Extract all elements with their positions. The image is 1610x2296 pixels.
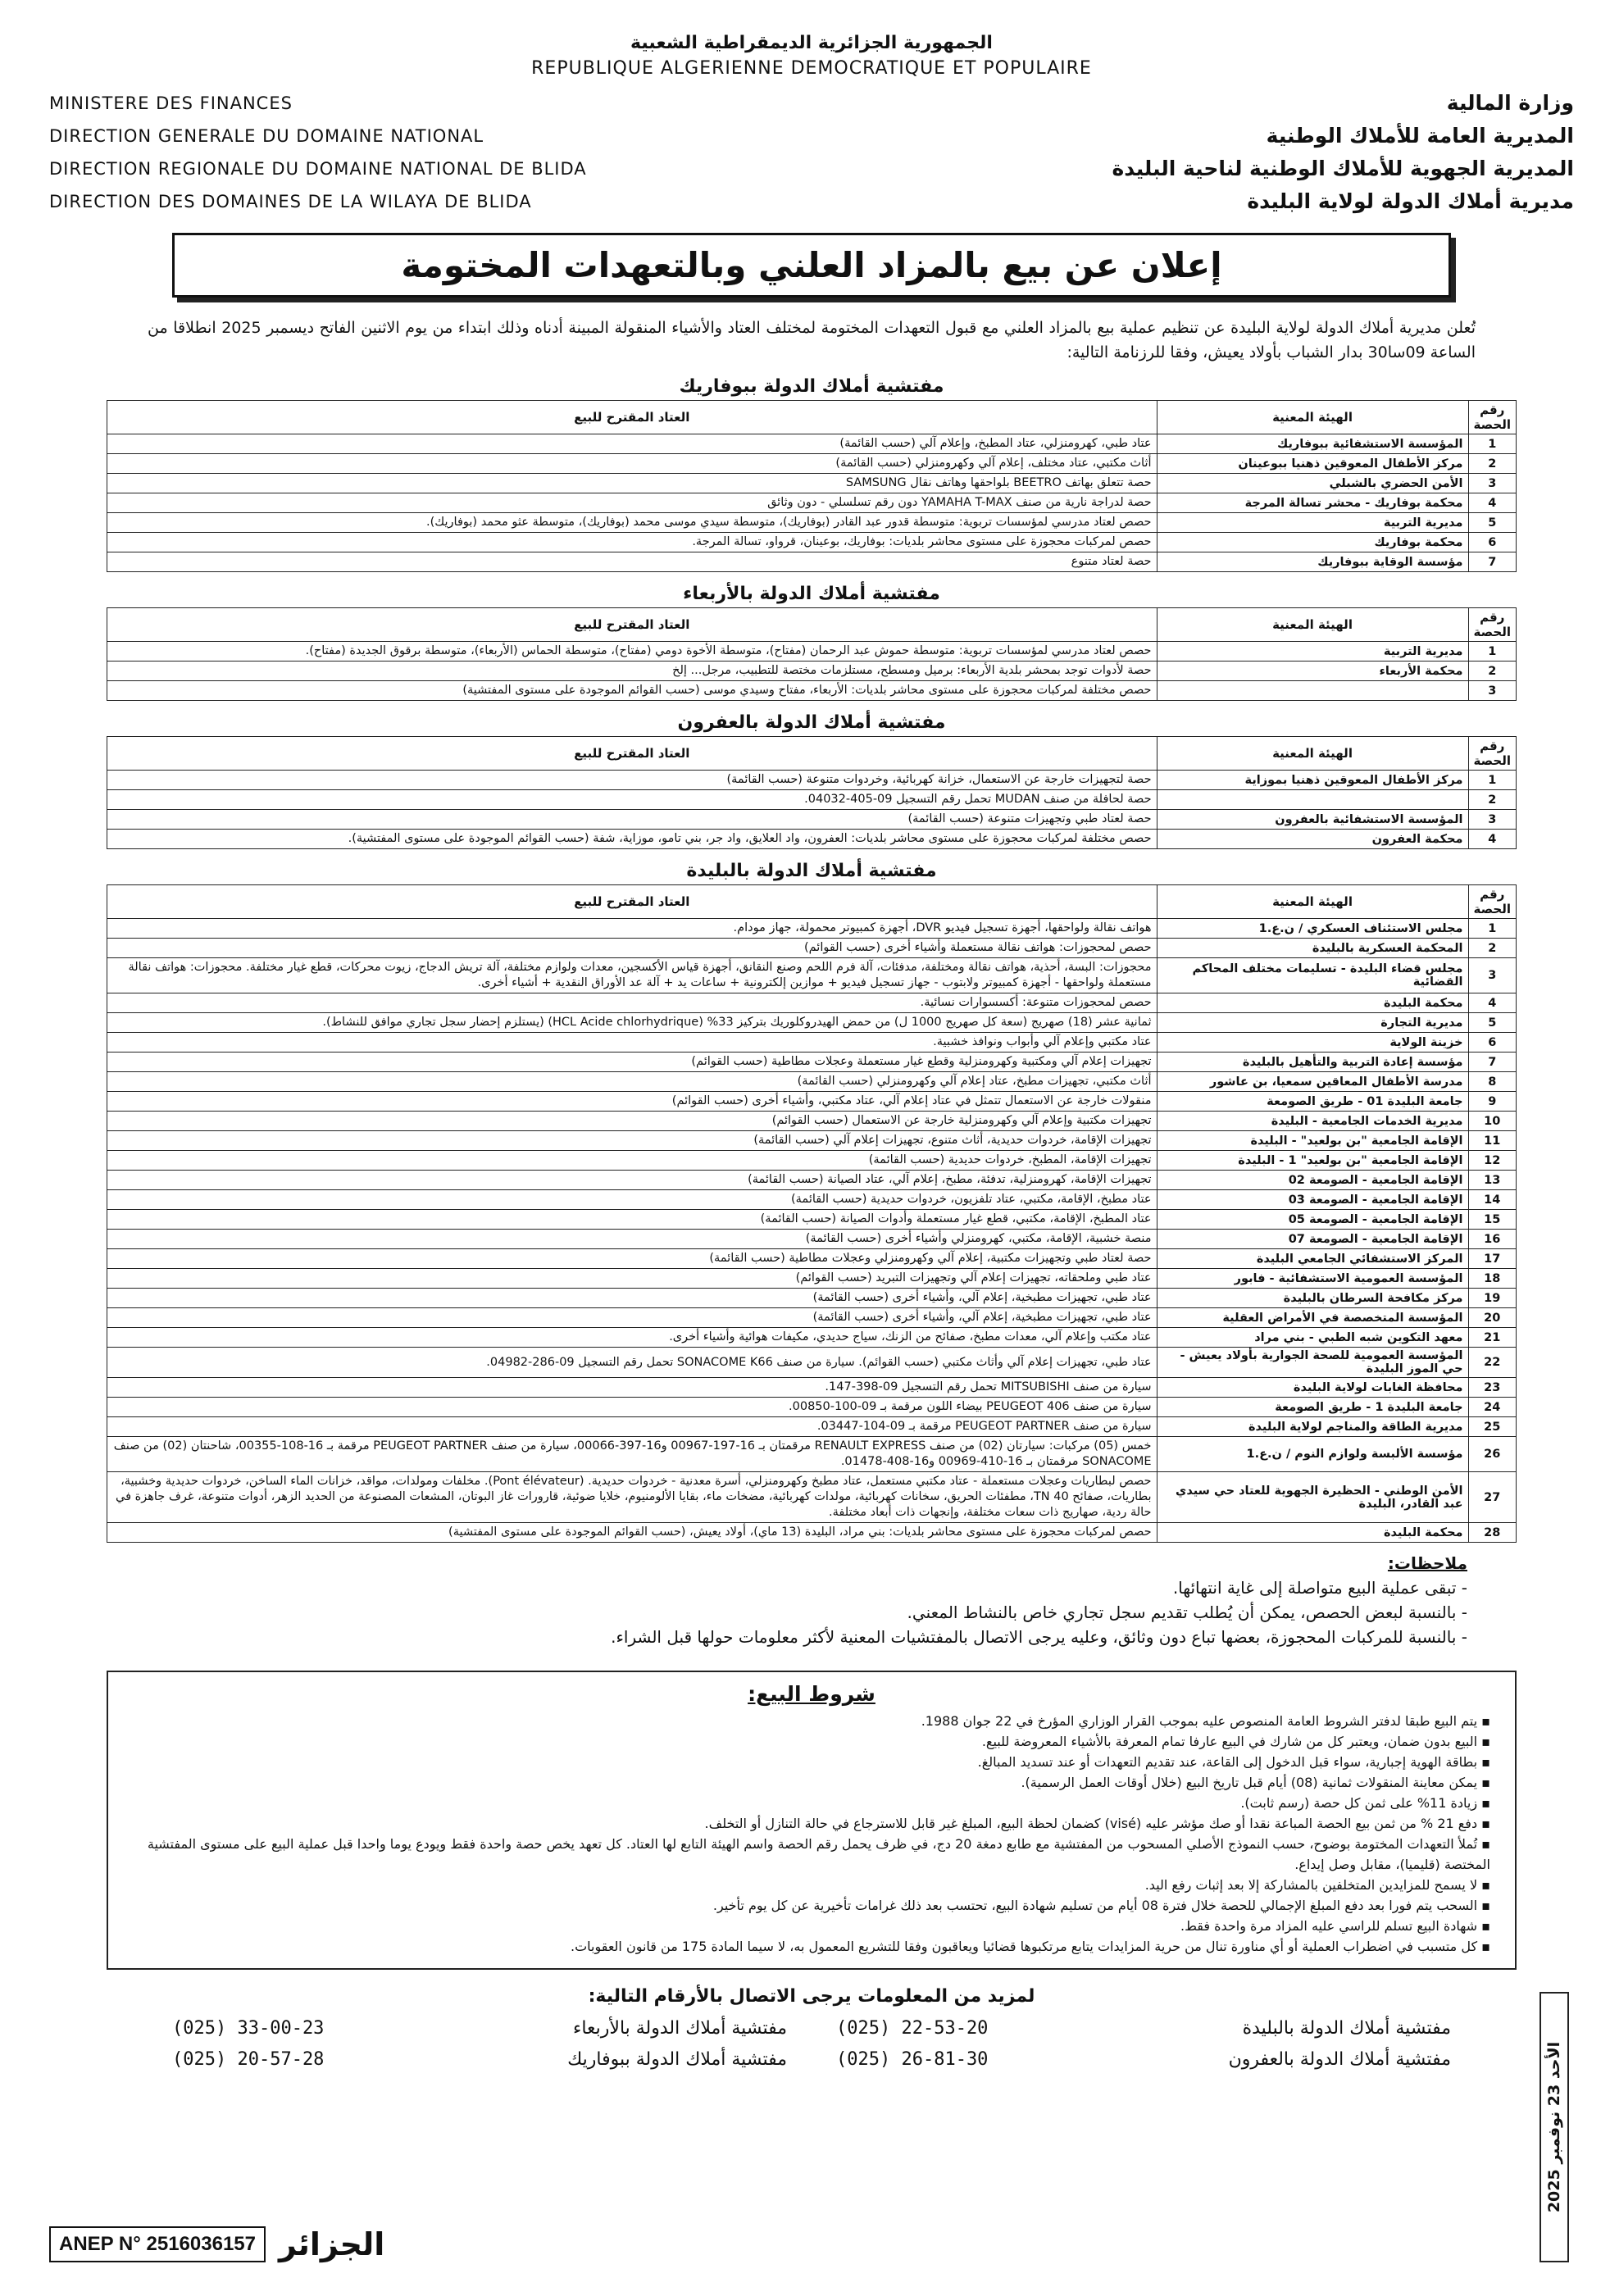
- lot-items: حصة تتعلق بهاتف BEETRO بلواحقها وهاتف نقال SAMSUNG: [107, 474, 1157, 493]
- table-row: [107, 1249, 1517, 1269]
- lot-number: 27: [1468, 1472, 1516, 1523]
- lot-number: 2: [1468, 939, 1516, 958]
- contact-entry: [172, 2013, 787, 2044]
- organization-name: المؤسسة العمومية الاستشفائية - فابور: [1157, 1269, 1468, 1289]
- items-header: العتاد المقترح للبيع: [107, 885, 1157, 919]
- contact-name: مفتشية أملاك الدولة بالبليدة: [1242, 2018, 1451, 2039]
- header-block: [49, 87, 1574, 218]
- header-fr-line: DIRECTION REGIONALE DU DOMAINE NATIONAL DE BLIDA: [49, 159, 587, 179]
- organization-name: المركز الاستشفائي الجامعي البليدة: [1157, 1249, 1468, 1269]
- intro-paragraph: تُعلن مديرية أملاك الدولة لولاية البليدة عن تنظيم عملية بيع بالمزاد العلني مع قبول التعهدات المختومة لمختلف العتاد والأشياء المنقولة المبينة أدناه وذلك ابتداء من يوم الاثنين الفاتح ديسمبر 2025 انطلاقا من الساعة 09سا30 بدار الشباب بأولاد يعيش، وفقا للرزنامة التالية:: [148, 319, 1476, 361]
- header-fr-line: MINISTERE DES FINANCES: [49, 93, 293, 113]
- announcement-page: [49, 33, 1574, 2262]
- table-row: [107, 1171, 1517, 1190]
- organization-name: مؤسسة الوقاية ببوفاريك: [1157, 552, 1468, 572]
- table-row: [107, 958, 1517, 993]
- organization-name: محكمة الأربعاء: [1157, 662, 1468, 681]
- organization-header: الهيئة المعنية: [1157, 737, 1468, 771]
- lot-items: حصص لمركبات محجوزة على مستوى محاشر بلديات: بني مراد، البليدة (13 ماي)، أولاد يعيش، (حسب القوائم الموجودة على مستوى المفتشية): [107, 1523, 1157, 1543]
- organization-name: محافظة الغابات لولاية البليدة: [1157, 1378, 1468, 1398]
- organization-name: مديرية التربية: [1157, 513, 1468, 533]
- table-row: [107, 939, 1517, 958]
- lot-number: 28: [1468, 1523, 1516, 1543]
- table-row: [107, 1398, 1517, 1417]
- condition-item: ▪ لا يسمح للمزايدين المتخلفين بالمشاركة إلا بعد إثبات رفع اليد.: [133, 1875, 1490, 1895]
- lot-items: محجوزات: البسة، أحذية، هواتف نقالة ومختلفة، مدفئات، آلة فرم اللحم وصنع النقانق، أجهزة قياس الأكسجين، معدات ولوازم مختلفة، آلة تريش الدجاج، زيوت محركات، قطع غيار مختلفة. محجوزات: هواتف نقالة مستعملة ولواحقها - أجهزة كمبيوتر ولابتوب - جهاز تسجيل فيديو + موازين إلكترونية + ساعات يد + آلة عد الأوراق النقدية + أشياء أخرى.: [107, 958, 1157, 993]
- section-title: مفتشية أملاك الدولة بالعفرون: [677, 712, 946, 733]
- lot-items: حصص لمحجوزات: هواتف نقالة مستعملة وأشياء أخرى (حسب القوائم): [107, 939, 1157, 958]
- lot-number: 23: [1468, 1378, 1516, 1398]
- organization-name: المؤسسة العمومية للصحة الجوارية بأولاد يعيش - حي الموز البليدة: [1157, 1348, 1468, 1378]
- lot-number: 6: [1468, 533, 1516, 552]
- lot-items: منصة خشبية، الإقامة، مكتبي، كهرومنزلي وأشياء أخرى (حسب القائمة): [107, 1230, 1157, 1249]
- table-row: [107, 830, 1517, 849]
- table-row: [107, 1328, 1517, 1348]
- organization-name: الإقامة الجامعية "بن بولعيد" 1 - البليدة: [1157, 1151, 1468, 1171]
- contacts-title: لمزيد من المعلومات يرجى الاتصال بالأرقام التالية:: [588, 1986, 1035, 2007]
- lot-number: 7: [1468, 1053, 1516, 1072]
- table-row: [107, 1112, 1517, 1131]
- organization-name: الإقامة الجامعية - الصومعة 05: [1157, 1210, 1468, 1230]
- lot-items: عتاد طبي، تجهيزات مطبخية، إعلام آلي، وأشياء أخرى (حسب القائمة): [107, 1289, 1157, 1308]
- condition-item: ▪ يمكن معاينة المنقولات ثمانية (08) أيام قبل تاريخ البيع (خلال أوقات العمل الرسمية).: [133, 1772, 1490, 1793]
- lot-items: منقولات خارجة عن الاستعمال تتمثل في عتاد إعلام آلي، عتاد مكتبي، وأشياء أخرى (حسب القوائم): [107, 1092, 1157, 1112]
- lot-items: حصة لعتاد طبي وتجهيزات مكتبية، إعلام آلي وكهرومنزلي وعجلات مطاطية (حسب القائمة): [107, 1249, 1157, 1269]
- organization-name: مركز الأطفال المعوقين ذهنيا ببوعينان: [1157, 454, 1468, 474]
- condition-item: ▪ البيع بدون ضمان، ويعتبر كل من شارك في البيع عارفا تمام المعرفة بالأشياء المعروضة للبيع.: [133, 1731, 1490, 1752]
- table-row: [107, 662, 1517, 681]
- lot-number: 8: [1468, 1072, 1516, 1092]
- table-row: [107, 1348, 1517, 1378]
- organization-name: [1157, 681, 1468, 701]
- lot-items: حصة لعتاد طبي وتجهيزات متنوعة (حسب القائمة): [107, 810, 1157, 830]
- lots-table: [107, 607, 1517, 701]
- lot-number: 5: [1468, 513, 1516, 533]
- table-row: [107, 1013, 1517, 1033]
- organization-name: مركز الأطفال المعوقين ذهنيا بموزاية: [1157, 771, 1468, 790]
- condition-item: ▪ كل متسبب في اضطراب العملية أو أي مناورة تنال من حرية المزايدات يتابع مرتكبوها قضائيا ويعاقبون وفقا للتشريع المعمول به، لا سيما المادة 175 من قانون العقوبات.: [133, 1936, 1490, 1957]
- condition-item: ▪ السحب يتم فورا بعد دفع المبلغ الإجمالي للحصة خلال فترة 08 أيام من تسليم شهادة البيع، تحتسب بعد ذلك غرامات تأخيرية عن كل يوم تأخير.: [133, 1895, 1490, 1916]
- lot-items: حصص لمحجوزات متنوعة: أكسسوارات نسائية.: [107, 993, 1157, 1013]
- table-row: [107, 1289, 1517, 1308]
- lot-number: 16: [1468, 1230, 1516, 1249]
- table-row: [107, 1033, 1517, 1053]
- table-row: [107, 1230, 1517, 1249]
- table-row: [107, 493, 1517, 513]
- lot-number: 19: [1468, 1289, 1516, 1308]
- lot-items: تجهيزات مكتبية وإعلام آلي وكهرومنزلية خارجة عن الاستعمال (حسب القوائم): [107, 1112, 1157, 1131]
- lot-items: حصة لعتاد متنوع: [107, 552, 1157, 572]
- lot-number: 6: [1468, 1033, 1516, 1053]
- lot-number: 4: [1468, 830, 1516, 849]
- table-row: [107, 681, 1517, 701]
- table-row: [107, 919, 1517, 939]
- lot-items: تجهيزات الإقامة، المطبخ، خردوات حديدية (حسب القائمة): [107, 1151, 1157, 1171]
- organization-name: محكمة البليدة: [1157, 1523, 1468, 1543]
- table-row: [107, 434, 1517, 454]
- condition-item: ▪ بطاقة الهوية إجبارية، سواء قبل الدخول إلى القاعة، عند تقديم التعهدات أو عند تسديد المبالغ.: [133, 1752, 1490, 1772]
- lots-table: [107, 736, 1517, 849]
- lot-number: 15: [1468, 1210, 1516, 1230]
- lot-number: 13: [1468, 1171, 1516, 1190]
- lot-number: 4: [1468, 993, 1516, 1013]
- organization-name: خزينة الولاية: [1157, 1033, 1468, 1053]
- organization-name: الإقامة الجامعية - الصومعة 03: [1157, 1190, 1468, 1210]
- lot-items: عتاد مكتبي وإعلام آلي وأبواب ونوافذ خشبية.: [107, 1033, 1157, 1053]
- contact-name: مفتشية أملاك الدولة ببوفاريك: [567, 2049, 787, 2070]
- table-row: [107, 474, 1517, 493]
- lot-items: حصص لعتاد مدرسي لمؤسسات تربوية: متوسطة حموش عبد الرحمان (مفتاح)، متوسطة الأخوة دومي (مفتاح)، متوسطة الحماس (الأربعاء)، متوسطة برقوق الجديدة (مفتاح).: [107, 642, 1157, 662]
- organization-name: المؤسسة الاستشفائية بالعفرون: [1157, 810, 1468, 830]
- table-row: [107, 552, 1517, 572]
- items-header: العتاد المقترح للبيع: [107, 401, 1157, 434]
- lot-number: 24: [1468, 1398, 1516, 1417]
- organization-name: مجلس قضاء البليدة - تسليمات مختلف المحاكم القضائية: [1157, 958, 1468, 993]
- table-row: [107, 1523, 1517, 1543]
- organization-name: مجلس الاستئناف العسكري / ن.ع.1: [1157, 919, 1468, 939]
- organization-name: مديرية الخدمات الجامعية - البليدة: [1157, 1112, 1468, 1131]
- table-row: [107, 1092, 1517, 1112]
- lot-items: حصص مختلفة لمركبات محجوزة على مستوى محاشر بلديات: الأربعاء، مفتاح وسيدي موسى (حسب القوائم الموجودة على مستوى المفتشية): [107, 681, 1157, 701]
- organization-name: [1157, 790, 1468, 810]
- lot-number: 21: [1468, 1328, 1516, 1348]
- items-header: العتاد المقترح للبيع: [107, 737, 1157, 771]
- table-row: [107, 533, 1517, 552]
- lot-items: حصة لحافلة من صنف MUDAN تحمل رقم التسجيل 09-405-04032.: [107, 790, 1157, 810]
- lot-number-header: رقم الحصة: [1468, 737, 1516, 771]
- lot-number-header: رقم الحصة: [1468, 608, 1516, 642]
- table-row: [107, 1053, 1517, 1072]
- organization-name: الأمن الوطني - الحظيرة الجهوية للعتاد حي سيدي عبد القادر، البليدة: [1157, 1472, 1468, 1523]
- organization-name: معهد التكوين شبه الطبي - بني مراد: [1157, 1328, 1468, 1348]
- section-title: مفتشية أملاك الدولة بالأربعاء: [683, 584, 940, 604]
- organization-name: الأمن الحضري بالشبلي: [1157, 474, 1468, 493]
- contact-entry: [836, 2044, 1451, 2075]
- arabic-republic-heading: الجمهورية الجزائرية الديمقراطية الشعبية: [630, 33, 993, 53]
- organization-header: الهيئة المعنية: [1157, 885, 1468, 919]
- table-row: [107, 810, 1517, 830]
- organization-name: الإقامة الجامعية - الصومعة 02: [1157, 1171, 1468, 1190]
- condition-item: ▪ يتم البيع طبقا لدفتر الشروط العامة المنصوص عليه بموجب القرار الوزاري المؤرخ في 22 جوان 1988.: [133, 1711, 1490, 1731]
- contacts-grid: [49, 2007, 1574, 2075]
- items-header: العتاد المقترح للبيع: [107, 608, 1157, 642]
- lot-number: 3: [1468, 810, 1516, 830]
- lot-number: 5: [1468, 1013, 1516, 1033]
- lot-items: حصة لأدوات توجد بمحشر بلدية الأربعاء: برميل ومسطح، مستلزمات مختصة للتطبيب، مرجل... إلخ: [107, 662, 1157, 681]
- organization-name: الإقامة الجامعية "بن بولعيد" - البليدة: [1157, 1131, 1468, 1151]
- lots-table: [107, 884, 1517, 1543]
- contact-name: مفتشية أملاك الدولة بالعفرون: [1228, 2049, 1451, 2070]
- lot-items: عتاد مطبخ، الإقامة، مكتبي، عتاد تلفزيون، خردوات حديدية (حسب القائمة): [107, 1190, 1157, 1210]
- header-ar-line: وزارة المالية: [1446, 91, 1574, 115]
- organization-name: جامعة البليدة 01 - طريق الصومعة: [1157, 1092, 1468, 1112]
- announcement-title: إعلان عن بيع بالمزاد العلني وبالتعهدات المختومة: [172, 233, 1451, 298]
- contact-name: مفتشية أملاك الدولة بالأربعاء: [572, 2018, 787, 2039]
- table-row: [107, 1072, 1517, 1092]
- organization-name: جامعة البليدة 1 - طريق الصومعة: [1157, 1398, 1468, 1417]
- lot-items: خمس (05) مركبات: سيارتان (02) من صنف RENAULT EXPRESS مرقمتان بـ 16-197-00967 و16-397-00066، سيارة من صنف PEUGEOT PARTNER مرقمة بـ 16-108-00355، شاحنتان (02) من صنف SONACOME مرقمتان بـ 16-410-00969 و16-408-01478.: [107, 1437, 1157, 1472]
- organization-name: مديرية الطاقة والمناجم لولاية البليدة: [1157, 1417, 1468, 1437]
- lot-items: حصص لمركبات محجوزة على مستوى محاشر بلديات: بوفاريك، بوعينان، قرواو، تسالة المرجة.: [107, 533, 1157, 552]
- table-row: [107, 1131, 1517, 1151]
- note-item: - بالنسبة لبعض الحصص، يمكن أن يُطلب تقديم سجل تجاري خاص بالنشاط المعني.: [907, 1603, 1467, 1622]
- lot-number: 1: [1468, 919, 1516, 939]
- lot-items: سيارة من صنف MITSUBISHI تحمل رقم التسجيل 09-398-147.: [107, 1378, 1157, 1398]
- lots-table: [107, 400, 1517, 572]
- note-item: - بالنسبة للمركبات المحجوزة، بعضها تباع دون وثائق، وعليه يرجى الاتصال بالمفتشيات المعنية لأكثر معلومات حولها قبل الشراء.: [611, 1627, 1467, 1647]
- lot-items: تجهيزات الإقامة، خردوات حديدية، أثاث متنوع، تجهيزات إعلام آلي (حسب القائمة): [107, 1131, 1157, 1151]
- header-ar-line: المديرية الجهوية للأملاك الوطنية لناحية البليدة: [1112, 157, 1574, 180]
- sale-conditions-box: [107, 1671, 1517, 1970]
- organization-name: مدرسة الأطفال المعاقين سمعيا، بن عاشور: [1157, 1072, 1468, 1092]
- organization-name: الإقامة الجامعية - الصومعة 07: [1157, 1230, 1468, 1249]
- organization-name: محكمة البليدة: [1157, 993, 1468, 1013]
- note-item: - تبقى عملية البيع متواصلة إلى غاية انتهائها.: [1172, 1578, 1467, 1598]
- lot-items: تجهيزات الإقامة، كهرومنزلية، تدفئة، مطبخ، إعلام آلي، عتاد الصيانة (حسب القائمة): [107, 1171, 1157, 1190]
- condition-item: ▪ شهادة البيع تسلم للراسي عليه المزاد مرة واحدة فقط.: [133, 1916, 1490, 1936]
- lot-items: عتاد طبي، تجهيزات إعلام آلي وأثاث مكتبي (حسب القوائم). سيارة من صنف SONACOME K66 تحمل رقم التسجيل 09-286-04982.: [107, 1348, 1157, 1378]
- condition-item: ▪ زيادة 11% على ثمن كل حصة (رسم ثابت).: [133, 1793, 1490, 1813]
- lot-items: عتاد المطبخ، الإقامة، مكتبي، قطع غيار مستعملة وأدوات الصيانة (حسب القائمة): [107, 1210, 1157, 1230]
- organization-name: المؤسسة المتخصصة في الأمراض العقلية: [1157, 1308, 1468, 1328]
- arabic-header-lines: [1112, 87, 1575, 218]
- lot-items: تجهيزات إعلام آلي ومكتبية وكهرومنزلية وقطع غيار مستعملة وعجلات مطاطية (حسب القوائم): [107, 1053, 1157, 1072]
- lot-number: 1: [1468, 434, 1516, 454]
- organization-name: مديرية التربية: [1157, 642, 1468, 662]
- french-republic-heading: REPUBLIQUE ALGERIENNE DEMOCRATIQUE ET POPULAIRE: [531, 58, 1092, 79]
- lot-number: 3: [1468, 958, 1516, 993]
- table-row: [107, 1308, 1517, 1328]
- lot-items: حصص لعتاد مدرسي لمؤسسات تربوية: متوسطة قدور عبد القادر (بوفاريك)، متوسطة سيدي موسى محمد (بوفاريك)، متوسطة عثو محمد (بوفاريك).: [107, 513, 1157, 533]
- lot-number: 17: [1468, 1249, 1516, 1269]
- contact-phone: (025) 26-81-30: [836, 2049, 989, 2070]
- lot-number: 2: [1468, 454, 1516, 474]
- lot-number-header: رقم الحصة: [1468, 885, 1516, 919]
- lot-items: حصة لدراجة نارية من صنف YAMAHA T-MAX دون رقم تسلسلي - دون وثائق: [107, 493, 1157, 513]
- condition-item: ▪ دفع 21 % من ثمن بيع الحصة المباعة نقدا أو صك مؤشر عليه (visé) كضمان لحظة البيع، المبلغ غير قابل للاسترجاع في حالة التنازل أو التخلف.: [133, 1813, 1490, 1834]
- lot-items: عتاد مكتب وإعلام آلي، معدات مطبخ، صفائح من الزنك، سياج حديدي، مكيفات هوائية وأشياء أخرى.: [107, 1328, 1157, 1348]
- lot-number: 3: [1468, 681, 1516, 701]
- lot-items: سيارة من صنف PEUGEOT 406 بيضاء اللون مرقمة بـ 09-100-00850.: [107, 1398, 1157, 1417]
- sale-conditions-title: شروط البيع:: [748, 1682, 875, 1706]
- table-row: [107, 993, 1517, 1013]
- lot-items: عتاد طبي وملحقاته، تجهيزات إعلام آلي وتجهيزات التبريد (حسب القوائم): [107, 1269, 1157, 1289]
- table-row: [107, 642, 1517, 662]
- lot-items: سيارة من صنف PEUGEOT PARTNER مرقمة بـ 09-104-03447.: [107, 1417, 1157, 1437]
- organization-name: مديرية التجارة: [1157, 1013, 1468, 1033]
- header-fr-line: DIRECTION DES DOMAINES DE LA WILAYA DE BLIDA: [49, 192, 532, 211]
- lot-number: 14: [1468, 1190, 1516, 1210]
- lot-number: 7: [1468, 552, 1516, 572]
- notes-block: [49, 1551, 1574, 1649]
- table-row: [107, 1472, 1517, 1523]
- contact-phone: (025) 20-57-28: [172, 2049, 325, 2070]
- lot-items: أثاث مكتبي، تجهيزات مطبخ، عتاد إعلام آلي وكهرومنزلي (حسب القائمة): [107, 1072, 1157, 1092]
- newspaper-logo: الجزائر: [279, 2226, 385, 2262]
- organization-header: الهيئة المعنية: [1157, 608, 1468, 642]
- lot-items: أثاث مكتبي، عتاد مختلف، إعلام آلي وكهرومنزلي (حسب القائمة): [107, 454, 1157, 474]
- lot-number: 2: [1468, 662, 1516, 681]
- lot-number: 9: [1468, 1092, 1516, 1112]
- table-row: [107, 1417, 1517, 1437]
- organization-name: محكمة بوفاريك - محشر تسالة المرجة: [1157, 493, 1468, 513]
- lot-items: حصة لتجهيزات خارجة عن الاستعمال، خزانة كهربائية، وخردوات متنوعة (حسب القائمة): [107, 771, 1157, 790]
- lot-items: حصص مختلفة لمركبات محجوزة على مستوى محاشر بلديات: العفرون، واد العلايق، واد جر، بني تامو، موزاية، شفة (حسب القوائم الموجودة على مستوى المفتشية).: [107, 830, 1157, 849]
- lot-items: عتاد طبي، كهرومنزلي، عتاد المطبخ، وإعلام آلي (حسب القائمة): [107, 434, 1157, 454]
- notes-title: ملاحظات:: [1387, 1553, 1467, 1573]
- organization-name: محكمة بوفاريك: [1157, 533, 1468, 552]
- lot-number: 20: [1468, 1308, 1516, 1328]
- lot-number: 1: [1468, 642, 1516, 662]
- contact-phone: (025) 33-00-23: [172, 2018, 325, 2039]
- header-fr-line: DIRECTION GENERALE DU DOMAINE NATIONAL: [49, 126, 484, 146]
- organization-name: مركز مكافحة السرطان بالبليدة: [1157, 1289, 1468, 1308]
- header-ar-line: مديرية أملاك الدولة لولاية البليدة: [1247, 189, 1574, 213]
- lot-number: 12: [1468, 1151, 1516, 1171]
- lot-items: هواتف نقالة ولواحقها، أجهزة تسجيل فيديو DVR، أجهزة كمبيوتر محمولة، جهاز مودام.: [107, 919, 1157, 939]
- lot-items: عتاد طبي، تجهيزات مطبخية، إعلام آلي، وأشياء أخرى (حسب القائمة): [107, 1308, 1157, 1328]
- contact-entry: [836, 2013, 1451, 2044]
- lot-number: 2: [1468, 790, 1516, 810]
- contact-entry: [172, 2044, 787, 2075]
- anep-reference: ANEP N° 2516036157: [49, 2226, 266, 2262]
- publication-date-strip: [1540, 1992, 1569, 2262]
- lot-number: 3: [1468, 474, 1516, 493]
- lot-number: 1: [1468, 771, 1516, 790]
- lot-items: حصص لبطاريات وعجلات مستعملة - عتاد مكتبي مستعمل، عتاد مطبخ وكهرومنزلي، أسرة معدنية - خردوات حديدية. (Pont élévateur). مخلفات ومولدات، مواقد، خزانات الماء الساخن، خردوات حديدية وخشبية، بطاريات، صفائح TN 40، مطفئات الحريق، سخانات كهربائية، مولدات كهربائية، مضخات ماء، بقايا الألومنيوم، خلايا ضوئية، قارورات غاز البوتان، المشعات المصنوعة من الحديد الزهر، أدوات متنوعة، غرف جاهزة في حالة ردية، صهاريج ذات سعات مختلفة، وإنجهات ذات أبعاد مختلفة.: [107, 1472, 1157, 1523]
- lots-sections: [49, 376, 1574, 1543]
- lot-number-header: رقم الحصة: [1468, 401, 1516, 434]
- table-row: [107, 771, 1517, 790]
- organization-header: الهيئة المعنية: [1157, 401, 1468, 434]
- table-row: [107, 454, 1517, 474]
- lot-number: 10: [1468, 1112, 1516, 1131]
- table-row: [107, 1437, 1517, 1472]
- organization-name: المحكمة العسكرية بالبليدة: [1157, 939, 1468, 958]
- table-row: [107, 1210, 1517, 1230]
- publication-date: الأحد 23 نوفمبر 2025: [1545, 2041, 1564, 2213]
- lot-number: 25: [1468, 1417, 1516, 1437]
- table-row: [107, 790, 1517, 810]
- table-row: [107, 1269, 1517, 1289]
- organization-name: مؤسسة الألبسة ولوازم النوم / ن.ع.1: [1157, 1437, 1468, 1472]
- lot-number: 11: [1468, 1131, 1516, 1151]
- lot-number: 18: [1468, 1269, 1516, 1289]
- organization-name: المؤسسة الاستشفائية ببوفاريك: [1157, 434, 1468, 454]
- section-title: مفتشية أملاك الدولة ببوفاريك: [679, 376, 944, 397]
- organization-name: محكمة العفرون: [1157, 830, 1468, 849]
- contact-phone: (025) 22-53-20: [836, 2018, 989, 2039]
- condition-item: ▪ تُملأ التعهدات المختومة بوضوح، حسب النموذج الأصلي المسحوب من المفتشية مع طابع دمغة 20 دج، في ظرف يحمل رقم الحصة واسم الهيئة التابع لها العتاد. كل تعهد يخص حصة واحدة فقط ويودع يوما واحدا قبل عملية البيع على مستوى المفتشية المختصة (قليميا)، مقابل وصل إيداع.: [133, 1834, 1490, 1875]
- sale-conditions-list: [133, 1711, 1490, 1957]
- table-row: [107, 1151, 1517, 1171]
- organization-name: مؤسسة إعادة التربية والتأهيل بالبليدة: [1157, 1053, 1468, 1072]
- lot-number: 4: [1468, 493, 1516, 513]
- french-header-lines: [49, 87, 587, 218]
- table-row: [107, 1190, 1517, 1210]
- header-ar-line: المديرية العامة للأملاك الوطنية: [1266, 124, 1574, 148]
- lot-items: ثمانية عشر (18) صهريج (سعة كل صهريج 1000 ل) من حمض الهيدروكلوريك بتركيز 33% (HCL Acide chlorhydrique) (يستلزم إحضار سجل تجاري موافق للنشاط).: [107, 1013, 1157, 1033]
- lot-number: 22: [1468, 1348, 1516, 1378]
- table-row: [107, 513, 1517, 533]
- lot-number: 26: [1468, 1437, 1516, 1472]
- section-title: مفتشية أملاك الدولة بالبليدة: [686, 861, 937, 881]
- table-row: [107, 1378, 1517, 1398]
